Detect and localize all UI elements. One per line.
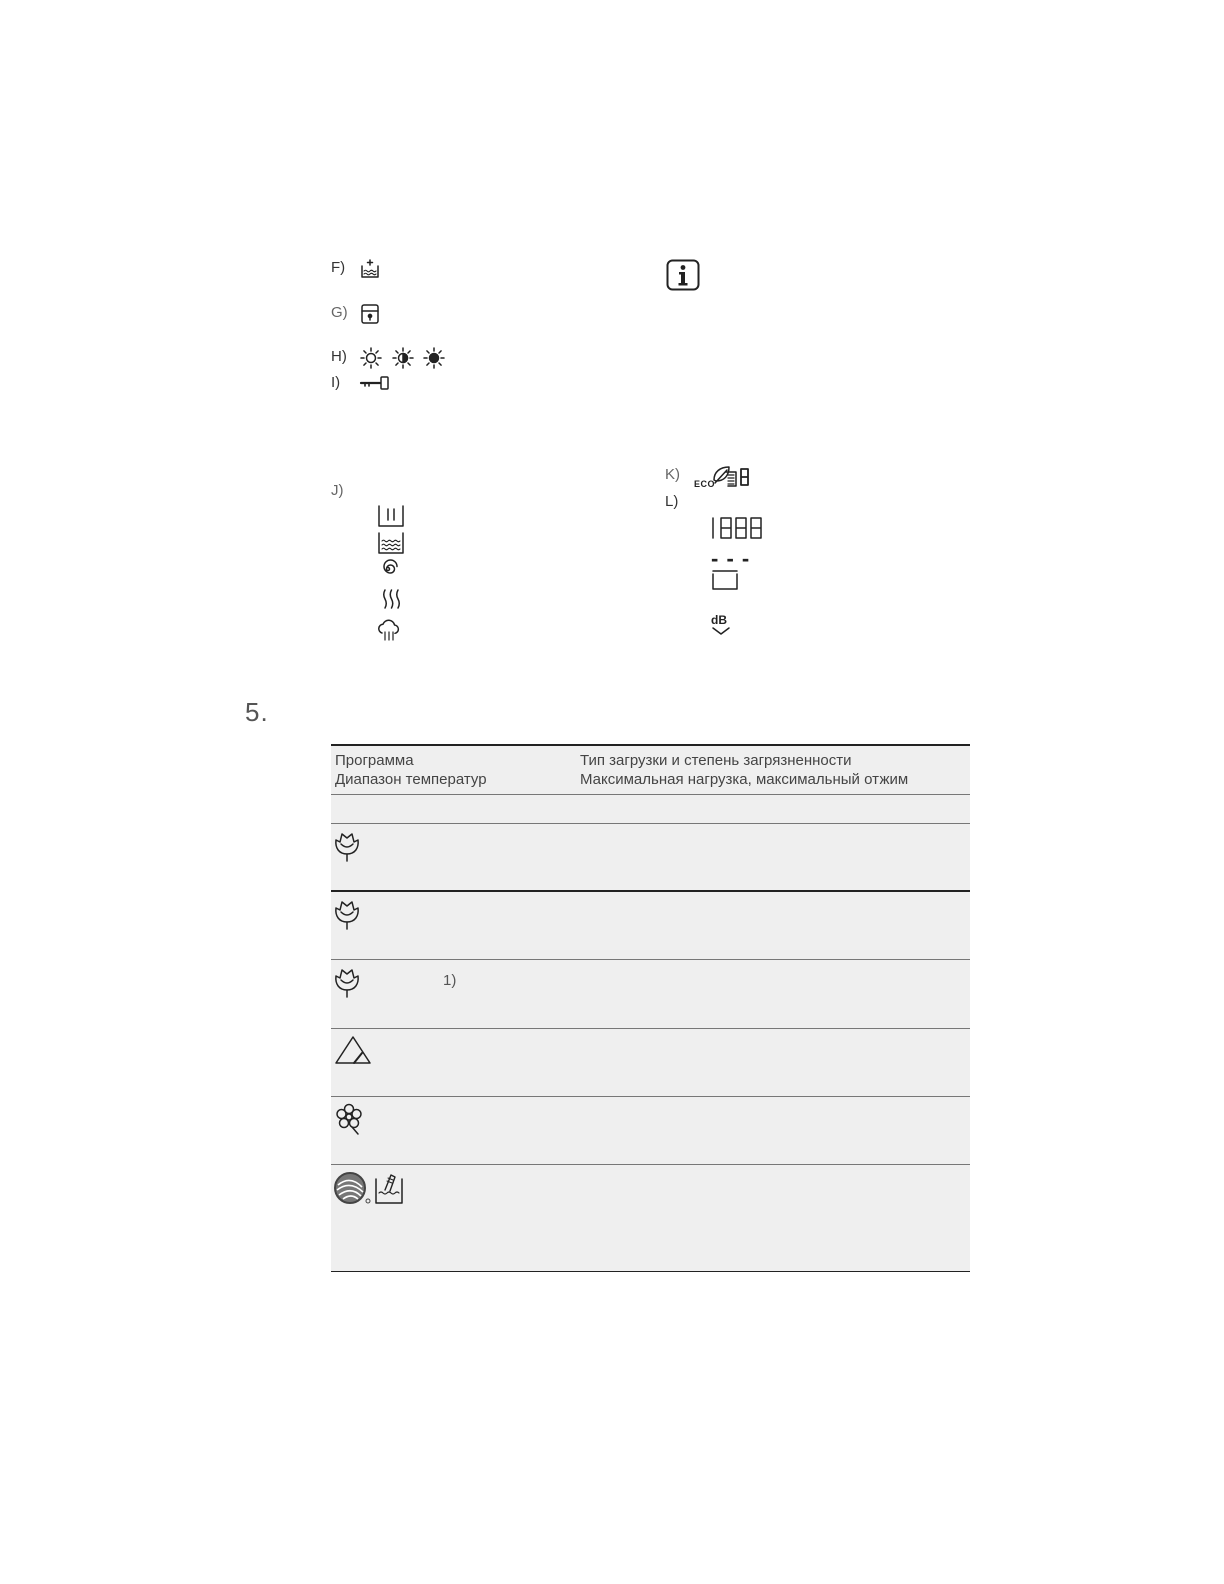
eco-info-icon bbox=[712, 466, 752, 488]
table-row-blank bbox=[331, 794, 970, 823]
info-icon bbox=[666, 259, 700, 291]
footnote-marker: 1) bbox=[443, 972, 457, 989]
steam-icon bbox=[381, 588, 403, 610]
wash-icon bbox=[377, 505, 405, 527]
section-number: 5. bbox=[245, 697, 269, 727]
header-col1-line2: Диапазон температур bbox=[335, 771, 487, 788]
table-header bbox=[331, 744, 970, 794]
rinse-icon bbox=[377, 532, 405, 554]
header-col2-line1: Тип загрузки и степень загрязненности bbox=[580, 752, 852, 769]
delicates-flower-icon bbox=[334, 1103, 364, 1135]
indicator-k-letter: K) bbox=[665, 466, 680, 483]
cotton-icon bbox=[334, 898, 360, 930]
laundry-box-icon bbox=[711, 569, 739, 591]
time-display-icon bbox=[709, 516, 763, 540]
table-row bbox=[331, 823, 970, 890]
table-row bbox=[331, 1028, 970, 1096]
cotton-icon bbox=[334, 830, 360, 862]
table-bottom-rule bbox=[331, 1271, 970, 1272]
wool-handwash-icon bbox=[334, 1171, 406, 1205]
programme-table bbox=[331, 744, 970, 1272]
spin-icon bbox=[377, 558, 399, 580]
soil-level-light-icon bbox=[360, 347, 382, 369]
anti-allergy-icon bbox=[376, 618, 402, 642]
table-row bbox=[331, 890, 970, 959]
table-row bbox=[331, 1164, 970, 1271]
display-dashes: - - - bbox=[711, 546, 751, 571]
header-col1-line1: Программа bbox=[335, 752, 414, 769]
quiet-dB-icon bbox=[711, 626, 731, 636]
soil-level-normal-icon bbox=[392, 347, 414, 369]
indicator-j-letter: J) bbox=[331, 482, 344, 499]
door-lock-icon bbox=[361, 304, 379, 324]
table-row bbox=[331, 959, 970, 1028]
indicator-l-letter: L) bbox=[665, 493, 679, 510]
synthetics-triangle-icon bbox=[334, 1035, 372, 1065]
indicator-h-letter: H) bbox=[331, 348, 347, 365]
child-lock-key-icon bbox=[360, 375, 390, 391]
prewash-icon bbox=[360, 259, 380, 279]
eco-label: ECO bbox=[694, 479, 716, 489]
db-label: dB bbox=[711, 613, 727, 627]
indicator-f-letter: F) bbox=[331, 259, 346, 276]
soil-level-heavy-icon bbox=[423, 347, 445, 369]
table-row bbox=[331, 1096, 970, 1164]
indicator-i-letter: I) bbox=[331, 374, 341, 391]
indicator-g-letter: G) bbox=[331, 304, 348, 321]
cotton-icon bbox=[334, 966, 360, 998]
header-col2-line2: Максимальная нагрузка, максимальный отжим bbox=[580, 771, 909, 788]
